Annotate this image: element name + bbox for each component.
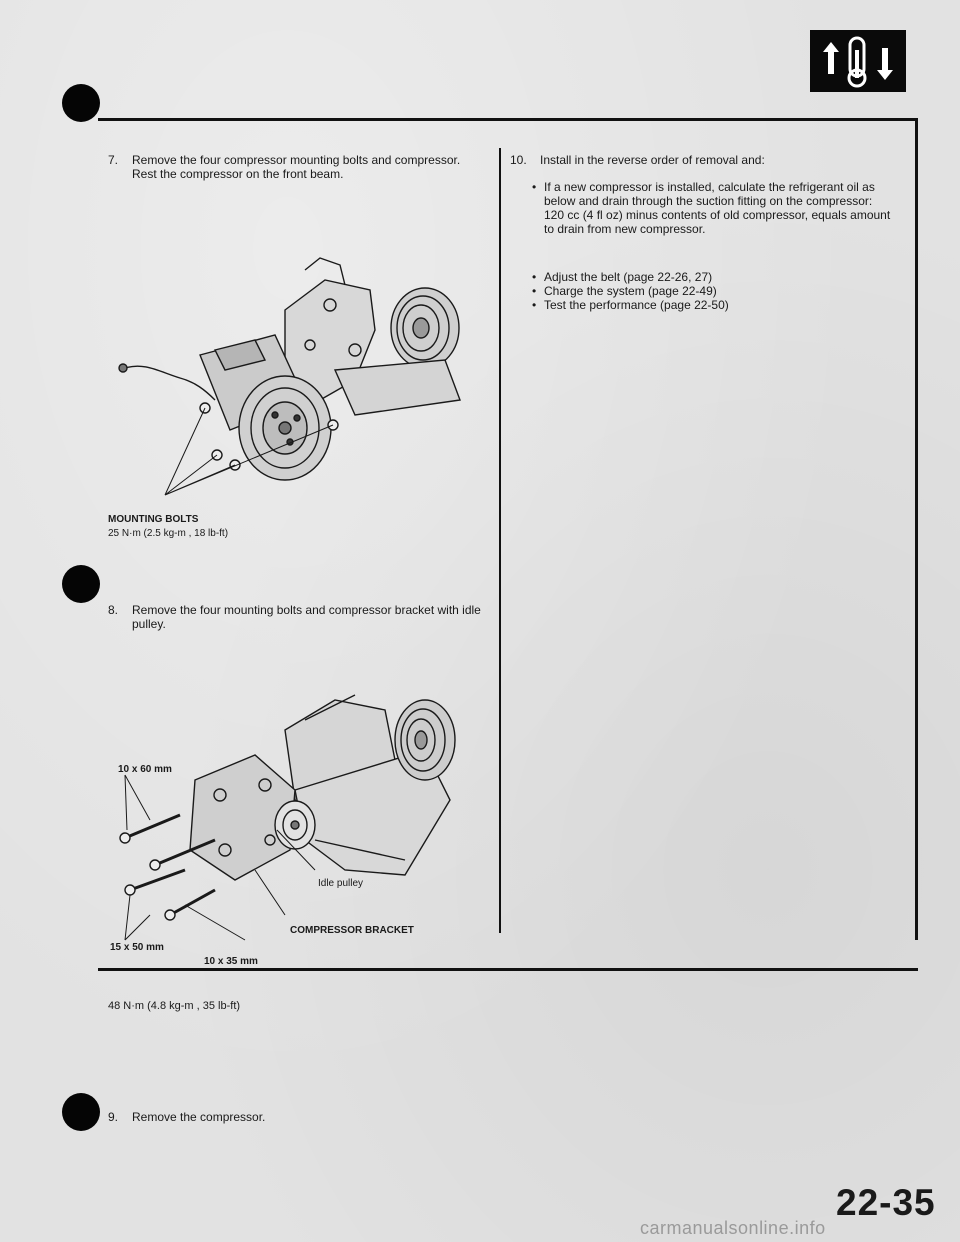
watermark: carmanualsonline.info: [640, 1218, 826, 1238]
step-text: Remove the four compressor mounting bolts and compressor. Rest the compressor on the front beam.: [132, 153, 461, 181]
install-notes-list-2: [530, 270, 895, 312]
bolt-size-10x35-label: 10 x 35 mm: [204, 956, 258, 967]
install-note-oil-text: If a new compressor is installed, calculate the refrigerant oil as below and drain through the suction fitting on the compressor:: [544, 180, 875, 208]
column-divider: [499, 148, 501, 933]
binder-hole: [62, 84, 100, 122]
binder-hole: [62, 1093, 100, 1131]
compressor-bracket-figure: [105, 690, 475, 960]
hvac-temperature-icon: [810, 30, 906, 92]
step-text: Remove the four mounting bolts and compressor bracket with idle pulley.: [132, 603, 481, 631]
page-number: 22-35: [836, 1182, 936, 1223]
content-frame-right: [915, 118, 918, 940]
bolt-size-10x60-label: 10 x 60 mm: [118, 764, 172, 775]
install-note-charge: • Charge the system (page 22-49): [530, 284, 895, 298]
step-number: 9.: [108, 1110, 119, 1124]
step-number: 7.: [108, 153, 119, 167]
install-note-oil: [530, 180, 895, 236]
step-text: Install in the reverse order of removal and:: [540, 153, 765, 167]
mounting-bolts-label: MOUNTING BOLTS: [108, 514, 199, 525]
step-text: Remove the compressor.: [132, 1110, 266, 1124]
install-note-test: • Test the performance (page 22-50): [530, 298, 895, 312]
compressor-mounting-figure: [105, 250, 475, 520]
step-number: 8.: [108, 603, 119, 617]
bolt-size-15x50-label: 15 x 50 mm: [110, 942, 164, 953]
mounting-bolts-torque: 25 N·m (2.5 kg-m , 18 lb-ft): [108, 528, 229, 539]
binder-hole: [62, 565, 100, 603]
install-notes-list: [530, 180, 895, 236]
idle-pulley-label: Idle pulley: [318, 878, 364, 889]
install-note-oil-formula: 120 cc (4 fl oz) minus contents of old compressor, equals amount to drain from new compressor.: [544, 208, 891, 236]
install-note-belt: • Adjust the belt (page 22-26, 27): [530, 270, 895, 284]
step-number: 10.: [510, 153, 527, 167]
bracket-bolt-torque: 48 N·m (4.8 kg-m , 35 lb-ft): [108, 1000, 241, 1012]
content-frame-bottom: [98, 968, 918, 971]
compressor-bracket-label: COMPRESSOR BRACKET: [290, 925, 414, 936]
content-frame-top: [98, 118, 918, 121]
